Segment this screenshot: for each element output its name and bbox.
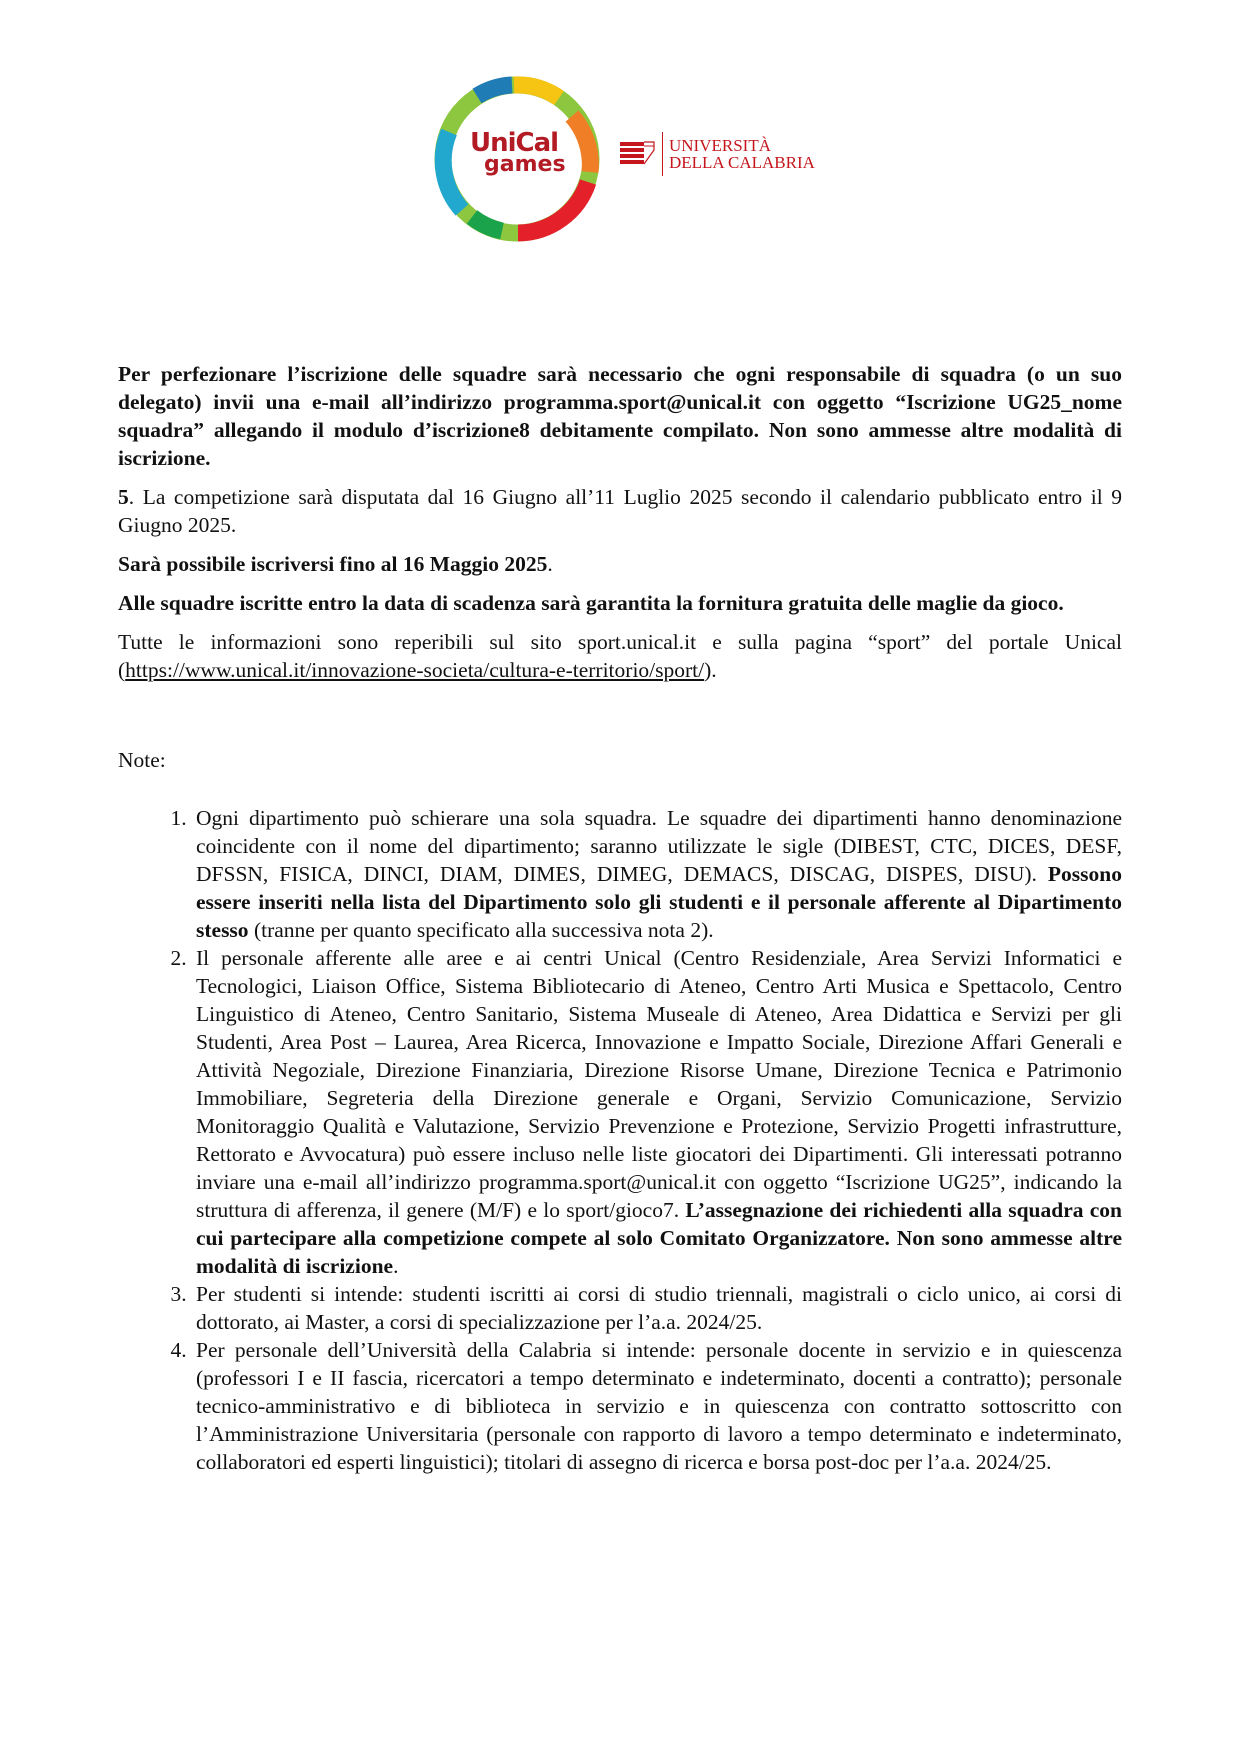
note-item: 4. Per personale dell’Università della Calabria si intende: personale docente in servizio e in quiescenza (professori I e II fascia, ricercatori a tempo determinato e indeterminato, docenti a contratto); personale tecnico-amministrativo e di biblioteca in servizio e in quiescenza con contratto sottoscritto con l’Amministrazione Universitaria (personale con rapporto di lavoro a tempo determinato e indeterminato, collaboratori ed esperti linguistici); titolari di assegno di ricerca e borsa post-doc per l’a.a. 2024/25. bbox=[192, 1336, 1122, 1476]
notes-list bbox=[118, 804, 1122, 1476]
registration-paragraph: Per perfezionare l’iscrizione delle squadre sarà necessario che ogni responsabile di squadra (o un suo delegato) invii una e-mail all’indirizzo programma.sport@unical.it con oggetto “Iscrizione UG25_nome squadra” allegando il modulo d’iscrizione8 debitamente compilato. Non sono ammesse altre modalità di iscrizione. bbox=[118, 362, 1122, 470]
note-item: 1. Ogni dipartimento può schierare una sola squadra. Le squadre dei dipartimenti hanno denominazione coincidente con il nome del dipartimento; saranno utilizzate le sigle (DIBEST, CTC, DICES, DESF, DFSSN, FISICA, DINCI, DIAM, DIMES, DIMEG, DEMACS, DISCAG, DISPES, DISU). Possono essere inseriti nella lista del Dipartimento solo gli studenti e il personale afferente al Dipartimento stesso (tranne per quanto specificato alla successiva nota 2). bbox=[192, 804, 1122, 944]
jerseys-paragraph: Alle squadre iscritte entro la data di scadenza sarà garantita la fornitura gratuita delle maglie da gioco. bbox=[118, 591, 1064, 615]
info-paragraph: Tutte le informazioni sono reperibili sul sito sport.unical.it e sulla pagina “sport” del portale Unical (https://www.unical.it/innovazione-societa/cultura-e-territorio/sport/). bbox=[118, 630, 1122, 682]
university-name: UNIVERSITÀ DELLA CALABRIA bbox=[669, 136, 815, 172]
note-item: 2. Il personale afferente alle aree e ai centri Unical (Centro Residenziale, Area Servizi Informatici e Tecnologici, Liaison Office, Sistema Bibliotecario di Ateneo, Centro Arti Musica e Spettacolo, Centro Linguistico di Ateneo, Centro Sanitario, Sistema Museale di Ateneo, Area Didattica e Servizi per gli Studenti, Area Post – Laurea, Area Ricerca, Innovazione e Impatto Sociale, Direzione Affari Generali e Attività Negoziale, Direzione Finanziaria, Direzione Risorse Umane, Direzione Tecnica e Patrimonio Immobiliare, Segreteria della Direzione generale e Organi, Servizio Comunicazione, Servizio Monitoraggio Qualità e Valutazione, Servizio Prevenzione e Protezione, Servizio Progetti infrastrutture, Rettorato e Avvocatura) può essere incluso nelle liste giocatori dei Dipartimenti. Gli interessati potranno inviare una e-mail all’indirizzo programma.sport@unical.it con oggetto “Iscrizione UG25”, indicando la struttura di afferenza, il genere (M/F) e lo sport/gioco7. L’assegnazione dei richiedenti alla squadra con cui partecipare alla competizione compete al solo Comitato Organizzatore. Non sono ammesse altre modalità di iscrizione. bbox=[192, 944, 1122, 1280]
note-item: 3. Per studenti si intende: studenti iscritti ai corsi di studio triennali, magistrali o ciclo unico, ai corsi di dottorato, ai Master, a corsi di specializzazione per l’a.a. 2024/25. bbox=[192, 1280, 1122, 1336]
logo-divider bbox=[662, 132, 663, 176]
competition-dates-paragraph: 5. La competizione sarà disputata dal 16 Giugno all’11 Luglio 2025 secondo il calendario pubblicato entro il 9 Giugno 2025. bbox=[118, 485, 1122, 537]
deadline-paragraph: Sarà possibile iscriversi fino al 16 Maggio 2025. bbox=[118, 552, 553, 576]
page-header bbox=[0, 70, 1241, 250]
notes-label: Note: bbox=[118, 748, 166, 772]
unicalgames-wordmark: UniCal games bbox=[470, 128, 566, 177]
university-emblem-icon bbox=[620, 140, 656, 168]
university-logo bbox=[620, 132, 815, 176]
document-body bbox=[118, 360, 1122, 1476]
sport-page-link[interactable]: https://www.unical.it/innovazione-societa/cultura-e-territorio/sport/ bbox=[125, 658, 705, 682]
